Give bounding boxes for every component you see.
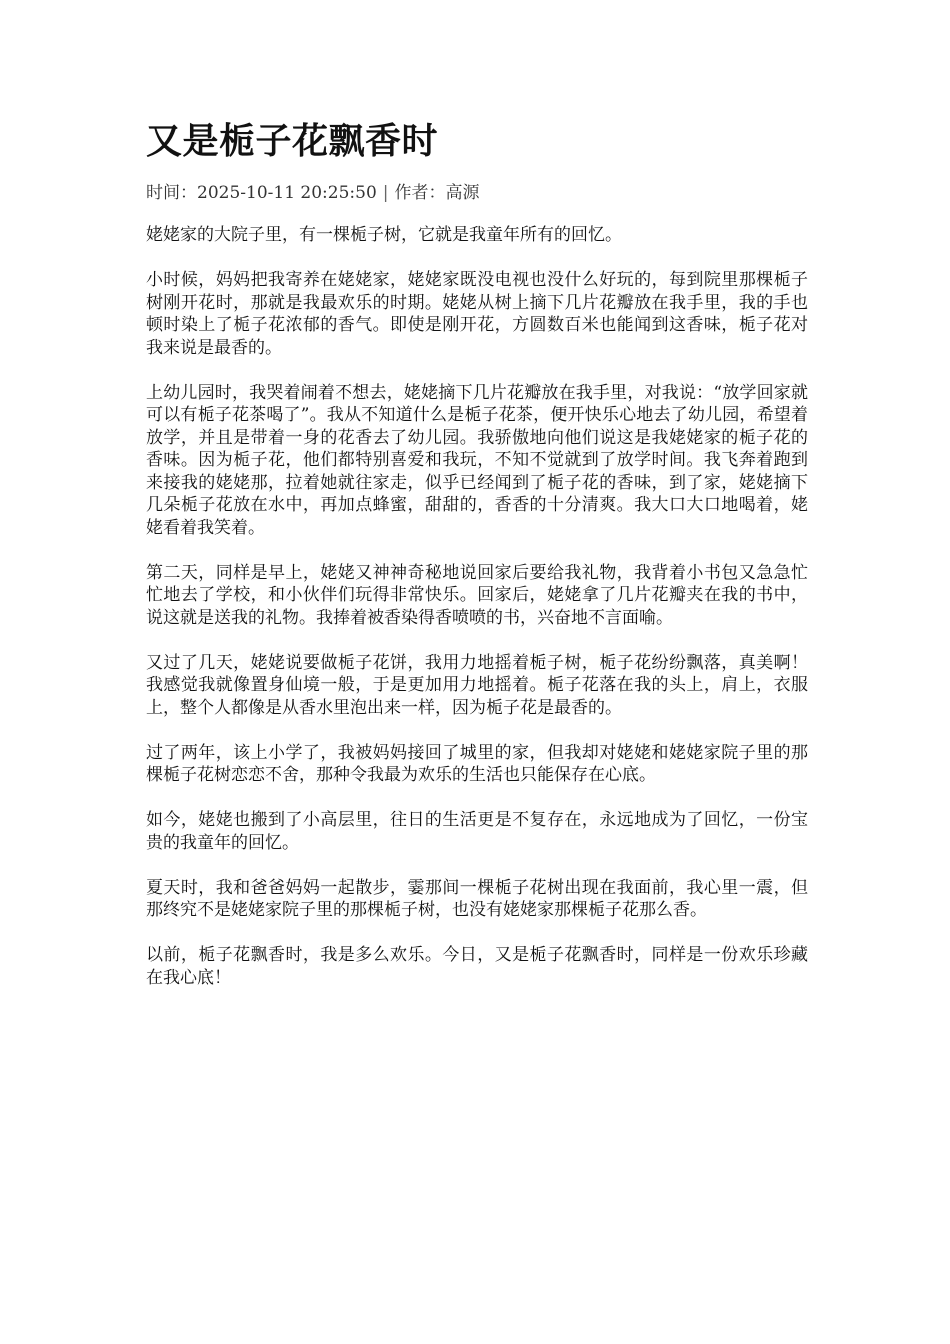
- paragraph: 小时候，妈妈把我寄养在姥姥家，姥姥家既没电视也没什么好玩的，每到院里那棵栀子树刚开花时，那就是我最欢乐的时期。姥姥从树上摘下几片花瓣放在我手里，我的手也顿时染上了栀子花浓郁的香气。即使是刚开花，方圆数百米也能闻到这香味，栀子花对我来说是最香的。: [146, 270, 808, 358]
- meta-separator: |: [382, 183, 389, 203]
- time-value: 2025-10-11 20:25:50: [197, 183, 377, 203]
- paragraph: 夏天时，我和爸爸妈妈一起散步，霎那间一棵栀子花树出现在我面前，我心里一震，但那终究不是姥姥家院子里的那棵栀子树，也没有姥姥家那棵栀子花那么香。: [146, 877, 808, 920]
- article-title: 又是栀子花飘香时: [146, 121, 439, 162]
- paragraph: 第二天，同样是早上，姥姥又神神奇秘地说回家后要给我礼物，我背着小书包又急急忙忙地去了学校，和小伙伴们玩得非常快乐。回家后，姥姥拿了几片花瓣夹在我的书中，说这就是送我的礼物。我捧着被香染得香喷喷的书，兴奋地不言面喻。: [146, 562, 808, 628]
- paragraph: 如今，姥姥也搬到了小高层里，往日的生活更是不复存在，永远地成为了回忆，一份宝贵的我童年的回忆。: [146, 810, 808, 853]
- time-label: 时间：: [146, 183, 197, 203]
- paragraph: 姥姥家的大院子里，有一棵栀子树，它就是我童年所有的回忆。: [146, 225, 622, 245]
- author-value: 高源: [445, 183, 480, 203]
- article-meta: [146, 182, 808, 204]
- paragraph: 上幼儿园时，我哭着闹着不想去，姥姥摘下几片花瓣放在我手里，对我说：“放学回家就可以有栀子花茶喝了”。我从不知道什么是栀子花茶，便开快乐心地去了幼儿园，希望着放学，并且是带着一身的花香去了幼儿园。我骄傲地向他们说这是我姥姥家的栀子花的香味。因为栀子花，他们都特别喜爱和我玩，不知不觉就到了放学时间。我飞奔着跑到来接我的姥姥那，拉着她就往家走，似乎已经闻到了栀子花的香味，到了家，姥姥摘下几朵栀子花放在水中，再加点蜂蜜，甜甜的，香香的十分清爽。我大口大口地喝着，姥姥看着我笑着。: [146, 382, 808, 538]
- article: [146, 116, 808, 1012]
- article-body: [146, 224, 808, 989]
- paragraph: 以前，栀子花飘香时，我是多么欢乐。今日，又是栀子花飘香时，同样是一份欢乐珍藏在我心底！: [146, 945, 808, 988]
- paragraph: 又过了几天，姥姥说要做栀子花饼，我用力地摇着栀子树，栀子花纷纷飘落，真美啊！我感觉我就像置身仙境一般，于是更加用力地摇着。栀子花落在我的头上，肩上，衣服上，整个人都像是从香水里泡出来一样，因为栀子花是最香的。: [146, 652, 808, 718]
- paragraph: 过了两年，该上小学了，我被妈妈接回了城里的家，但我却对姥姥和姥姥家院子里的那棵栀子花树恋恋不舍，那种令我最为欢乐的生活也只能保存在心底。: [146, 742, 808, 785]
- author-label: 作者：: [394, 183, 446, 203]
